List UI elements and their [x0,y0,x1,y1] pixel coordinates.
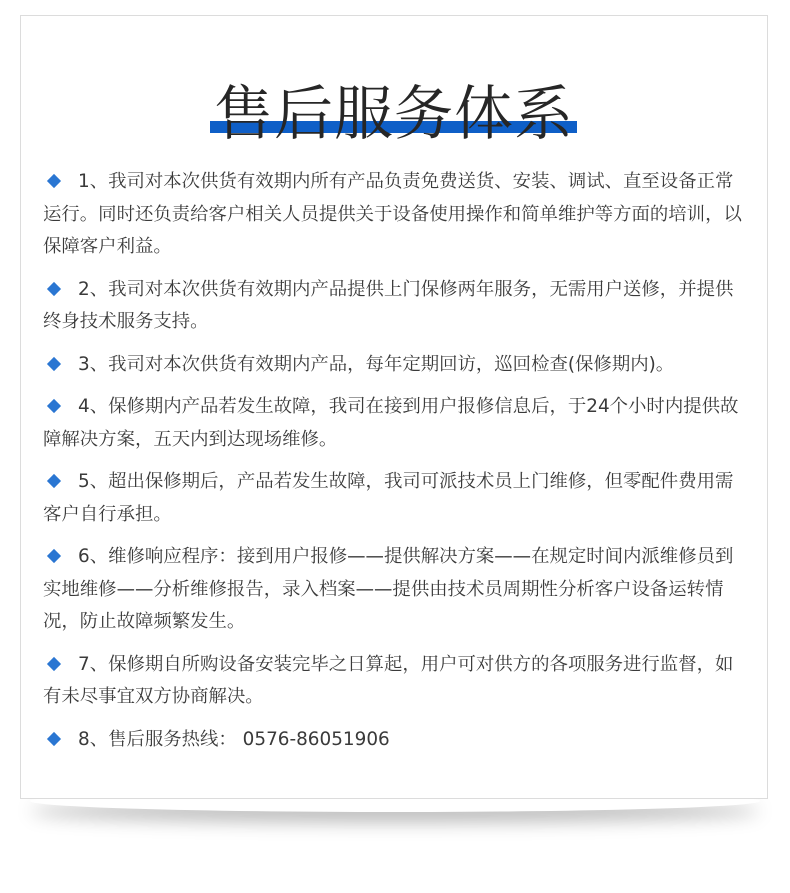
list-item-hotline [43,724,749,757]
item-text: 7、保修期自所购设备安装完毕之日算起，用户可对供方的各项服务进行监督，如有未尽事宜双方协商解决。 [43,653,734,707]
list-item [43,166,749,264]
item-text: 3、我司对本次供货有效期内产品，每年定期回访，巡回检查(保修期内)。 [78,353,675,375]
page-title: 售后服务体系 [213,79,574,148]
diamond-icon [47,281,61,295]
diamond-icon [47,399,61,413]
diamond-icon [47,356,61,370]
list-item [43,649,749,714]
after-sales-card [20,15,768,799]
item-text: 4、保修期内产品若发生故障，我司在接到用户报修信息后，于24个小时内提供故障解决方案，五天内到达现场维修。 [43,396,739,450]
item-text: 1、我司对本次供货有效期内所有产品负责免费送货、安装、调试、直至设备正常运行。同时还负责给客户相关人员提供关于设备使用操作和简单维护等方面的培训，以保障客户利益。 [43,171,742,257]
list-item [43,541,749,639]
item-text: 2、我司对本次供货有效期内产品提供上门保修两年服务，无需用户送修，并提供终身技术服务支持。 [43,278,734,332]
title-block [21,78,767,150]
service-list [43,166,749,766]
diamond-icon [47,549,61,563]
item-text: 6、维修响应程序：接到用户报修——提供解决方案——在规定时间内派维修员到实地维修——分析维修报告，录入档案——提供由技术员周期性分析客户设备运转情况，防止故障频繁发生。 [43,546,734,632]
hotline-text: 8、售后服务热线： 0576-86051906 [78,728,390,750]
diamond-icon [47,656,61,670]
diamond-icon [47,731,61,745]
diamond-icon [47,474,61,488]
list-item [43,349,749,382]
list-item [43,391,749,456]
diamond-icon [47,174,61,188]
list-item [43,274,749,339]
list-item [43,466,749,531]
item-text: 5、超出保修期后，产品若发生故障，我司可派技术员上门维修，但零配件费用需客户自行承担。 [43,471,734,525]
